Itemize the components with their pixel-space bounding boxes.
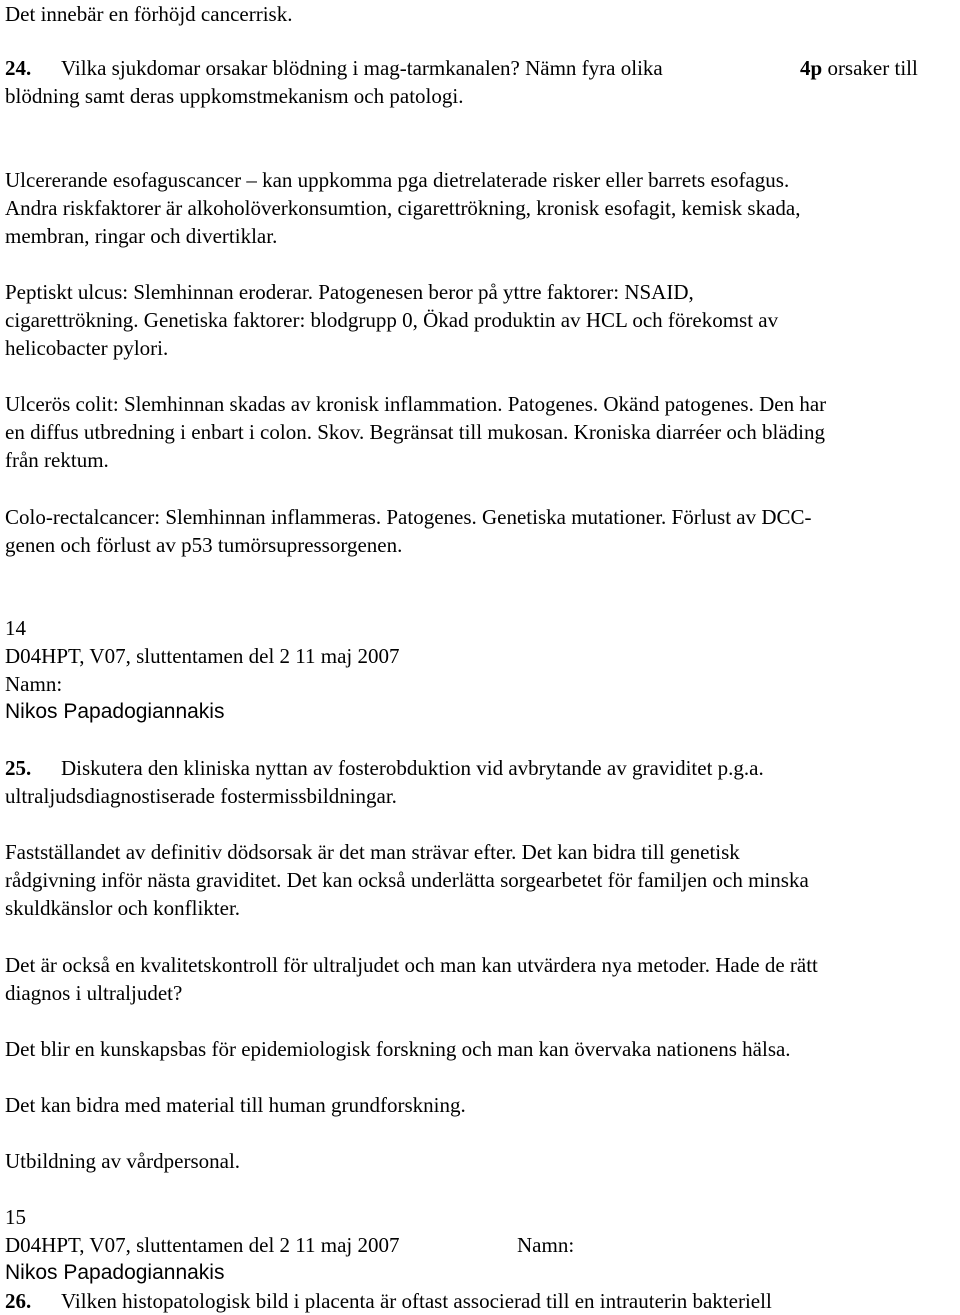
paragraph-research: Det kan bidra med material till human grundforskning. [5,1093,466,1117]
paragraph-death-cause-line: rådgivning inför nästa graviditet. Det kan också underlätta sorgearbetet för familjen och minska [5,868,809,892]
paragraph-esophagus-line: membran, ringar och divertiklar. [5,224,278,248]
paragraph-death-cause-line: Fastställandet av definitiv dödsorsak är det man strävar efter. Det kan bidra till genetisk [5,840,740,864]
question-number: 24. [5,56,32,80]
exam-header: D04HPT, V07, sluttentamen del 2 11 maj 2007 [5,644,400,668]
paragraph-ulcus-line: helicobacter pylori. [5,336,169,360]
question-26-line-1 [5,1287,772,1315]
intro-line: Det innebär en förhöjd cancerrisk. [5,2,293,26]
question-number: 25. [5,756,32,780]
question-24-line-2: blödning samt deras uppkomstmekanism och patologi. [5,84,464,108]
points-label: 4p [800,56,823,80]
paragraph-death-cause-line: skuldkänslor och konflikter. [5,896,241,920]
question-26-text: Vilken histopatologisk bild i placenta är oftast associerad till en intrauterin bakteriell [61,1289,772,1313]
exam-header: D04HPT, V07, sluttentamen del 2 11 maj 2007 [5,1233,400,1257]
paragraph-colorectal-line: Colo-rectalcancer: Slemhinnan inflammeras. Patogenes. Genetiska mutationer. Förlust av DCC- [5,505,812,529]
question-24-points [800,54,918,82]
student-name: Nikos Papadogiannakis [5,1261,225,1284]
paragraph-quality-line: Det är också en kvalitetskontroll för ultraljudet och man kan utvärdera nya metoder. Hade de rätt [5,953,818,977]
paragraph-colitis-line: från rektum. [5,448,109,472]
paragraph-colitis-line: Ulcerös colit: Slemhinnan skadas av kronisk inflammation. Patogenes. Okänd patogenes. Den har [5,392,827,416]
paragraph-esophagus-line: Andra riskfaktorer är alkoholöverkonsumtion, cigarettrökning, kronisk esofagit, kemisk skada, [5,196,801,220]
paragraph-education: Utbildning av vårdpersonal. [5,1149,241,1173]
paragraph-quality-line: diagnos i ultraljudet? [5,981,183,1005]
student-name: Nikos Papadogiannakis [5,700,225,723]
paragraph-esophagus-line: Ulcererande esofaguscancer – kan uppkomma pga dietrelaterade risker eller barrets esofagus. [5,168,790,192]
page-number: 15 [5,1205,26,1229]
paragraph-colorectal-line: genen och förlust av p53 tumörsupressorgenen. [5,533,403,557]
page-number: 14 [5,616,26,640]
paragraph-knowledge: Det blir en kunskapsbas för epidemiologisk forskning och man kan övervaka nationens hälsa. [5,1037,791,1061]
name-label: Namn: [517,1233,575,1257]
question-25-line-1 [5,754,764,782]
paragraph-colitis-line: en diffus utbredning i enbart i colon. Skov. Begränsat till mukosan. Kroniska diarréer och bläding [5,420,825,444]
question-number: 26. [5,1289,32,1313]
question-24-line-1 [5,54,663,82]
paragraph-ulcus-line: Peptiskt ulcus: Slemhinnan eroderar. Patogenesen beror på yttre faktorer: NSAID, [5,280,694,304]
question-25-line-2: ultraljudsdiagnostiserade fostermissbildningar. [5,784,397,808]
paragraph-ulcus-line: cigarettrökning. Genetiska faktorer: blodgrupp 0, Ökad produktin av HCL och förekomst av [5,308,779,332]
points-tail: orsaker till [827,56,918,80]
name-label: Namn: [5,672,63,696]
question-25-text: Diskutera den kliniska nyttan av fosterobduktion vid avbrytande av graviditet p.g.a. [61,756,764,780]
question-24-text: Vilka sjukdomar orsakar blödning i mag-tarmkanalen? Nämn fyra olika [61,56,663,80]
